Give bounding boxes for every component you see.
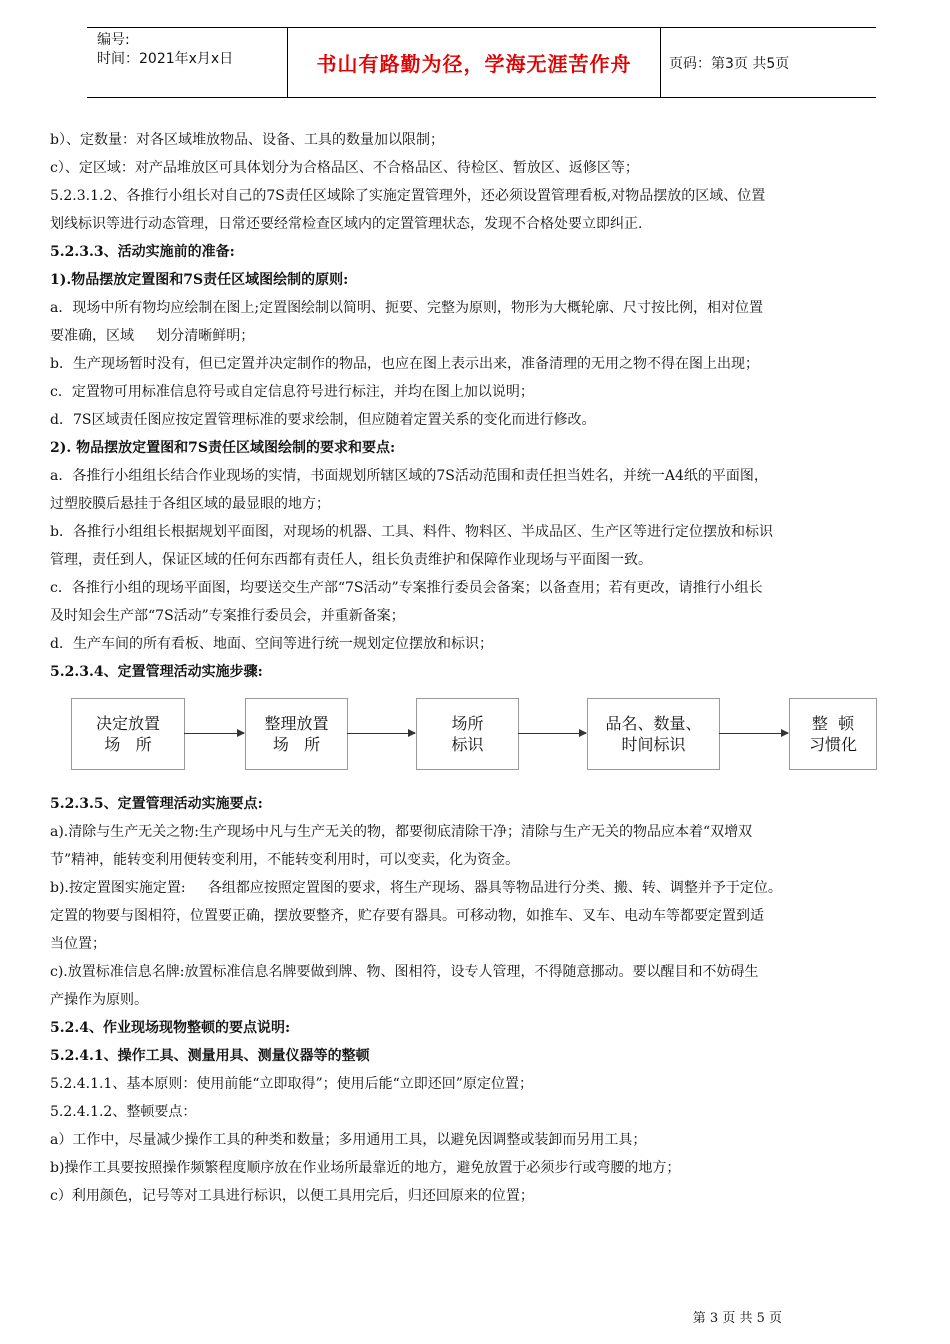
body-line: c）利用颜色，记号等对工具进行标识，以便工具用完后，归还回原来的位置； <box>50 1188 534 1204</box>
body-line: b).按定置图实施定置: 各组都应按照定置图的要求，将生产现场、器具等物品进行分类、搬、转、调整并予于定位。 <box>50 880 782 896</box>
body-line: a．各推行小组组长结合作业现场的实情，书面规划所辖区域的7S活动范围和责任担当姓名，并统一A4纸的平面图， <box>50 468 768 484</box>
body-line: 5.2.4.1.2、整顿要点： <box>50 1104 197 1120</box>
section-heading: 5.2.3.4、定置管理活动实施步骤: <box>50 664 263 680</box>
section-heading: 2). 物品摆放定置图和7S责任区域图绘制的要求和要点: <box>50 440 396 456</box>
body-line: 定置的物要与图相符，位置要正确，摆放要整齐，贮存要有器具。可移动物，如推车、叉车、电动车等都要定置到适 <box>50 908 764 924</box>
body-section-1 <box>50 126 922 686</box>
body-line: b．各推行小组组长根据规划平面图，对现场的机器、工具、料件、物料区、半成品区、生产区等进行定位摆放和标识 <box>50 524 773 540</box>
flow-step: 整 顿 习惯化 <box>789 698 877 770</box>
body-line: a）工作中，尽量减少操作工具的种类和数量；多用通用工具，以避免因调整或装卸而另用工具； <box>50 1132 647 1148</box>
flow-arrow <box>184 733 244 734</box>
time-label: 时间：2021年x月x日 <box>97 51 234 67</box>
body-line: c．定置物可用标准信息符号或自定信息符号进行标注，并均在图上加以说明； <box>50 384 534 400</box>
body-line: b）、定数量：对各区域堆放物品、设备、工具的数量加以限制； <box>50 132 444 148</box>
flow-arrow <box>347 733 415 734</box>
section-heading: 5.2.3.3、活动实施前的准备: <box>50 244 235 260</box>
body-line: 节”精神，能转变利用便转变利用，不能转变利用时，可以变卖，化为资金。 <box>50 852 520 868</box>
section-heading: 5.2.4.1、操作工具、测量用具、测量仪器等的整顿 <box>50 1048 370 1064</box>
header-divider <box>660 28 661 97</box>
body-line: b．生产现场暂时没有，但已定置并决定制作的物品，也应在图上表示出来，准备清理的无用之物不得在图上出现； <box>50 356 759 372</box>
body-line: 过塑胶膜后悬挂于各组区域的最显眼的地方； <box>50 496 330 512</box>
header-meta <box>97 31 287 69</box>
body-line: c）、定区域：对产品堆放区可具体划分为合格品区、不合格品区、待检区、暂放区、返修区等； <box>50 160 639 176</box>
flow-arrow <box>719 733 788 734</box>
flow-step: 整理放置 场 所 <box>245 698 348 770</box>
flow-arrow <box>518 733 586 734</box>
body-line: a).清除与生产无关之物:生产现场中凡与生产无关的物，都要彻底清除干净；清除与生产无关的物品应本着“双增双 <box>50 824 753 840</box>
flow-diagram <box>50 692 922 784</box>
section-heading: 5.2.3.5、定置管理活动实施要点: <box>50 796 263 812</box>
body-line: b)操作工具要按照操作频繁程度顺序放在作业场所最靠近的地方，避免放置于必须步行或弯腰的地方； <box>50 1160 681 1176</box>
number-label: 编号: <box>97 32 130 48</box>
body-line: d．7S区域责任图应按定置管理标准的要求绘制，但应随着定置关系的变化而进行修改。 <box>50 412 596 428</box>
body-line: 及时知会生产部“7S活动”专案推行委员会，并重新备案； <box>50 608 405 624</box>
flow-step: 场所 标识 <box>416 698 519 770</box>
body-line: d．生产车间的所有看板、地面、空间等进行统一规划定位摆放和标识； <box>50 636 493 652</box>
page-footer: 第 3 页 共 5 页 <box>692 1311 782 1326</box>
body-line: 产操作为原则。 <box>50 992 148 1008</box>
body-line: 管理，责任到人，保证区域的任何东西都有责任人，组长负责维护和保障作业现场与平面图一致。 <box>50 552 652 568</box>
header-page-info: 页码：第3页 共5页 <box>669 56 790 72</box>
flow-step: 决定放置 场 所 <box>71 698 185 770</box>
body-section-2 <box>50 790 922 1210</box>
body-line: c．各推行小组的现场平面图，均要送交生产部“7S活动”专案推行委员会备案；以备查用；若有更改，请推行小组长 <box>50 580 763 596</box>
header-motto: 书山有路勤为径，学海无涯苦作舟 <box>316 52 632 76</box>
section-heading: 1).物品摆放定置图和7S责任区域图绘制的原则: <box>50 272 349 288</box>
section-heading: 5.2.4、作业现场现物整顿的要点说明: <box>50 1020 291 1036</box>
body-line: 5.2.4.1.1、基本原则：使用前能“立即取得”；使用后能“立即还回”原定位置； <box>50 1076 533 1092</box>
body-line: a．现场中所有物均应绘制在图上;定置图绘制以简明、扼要、完整为原则，物形为大概轮廓、尺寸按比例，相对位置 <box>50 300 764 316</box>
body-line: 划线标识等进行动态管理，日常还要经常检查区域内的定置管理状态，发现不合格处要立即纠正. <box>50 216 643 232</box>
document-header <box>87 27 876 98</box>
body-line: 要准确，区域 划分清晰鲜明； <box>50 328 255 344</box>
flow-step: 品名、数量、 时间标识 <box>587 698 720 770</box>
body-line: c).放置标准信息名牌:放置标准信息名牌要做到牌、物、图相符，设专人管理，不得随意挪动。要以醒目和不妨碍生 <box>50 964 759 980</box>
body-line: 当位置； <box>50 936 106 952</box>
body-line: 5.2.3.1.2、各推行小组长对自己的7S责任区域除了实施定置管理外，还必须设置管理看板,对物品摆放的区域、位置 <box>50 188 766 204</box>
document-body <box>50 126 922 1210</box>
